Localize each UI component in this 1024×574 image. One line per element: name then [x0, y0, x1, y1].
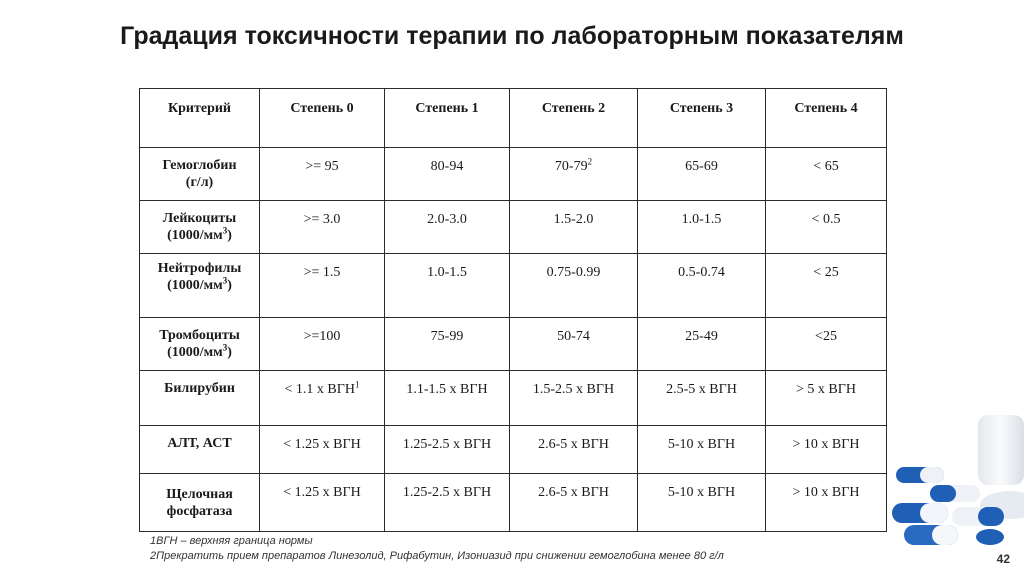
criterion-cell	[140, 474, 260, 532]
header-grade-1: Степень 1	[385, 89, 510, 148]
value-cell: 1.25-2.5 х ВГН	[385, 426, 510, 474]
value-cell: <25	[766, 318, 887, 371]
criterion-name: Нейтрофилы	[157, 261, 242, 276]
value-cell: 1.5-2.0	[510, 201, 638, 254]
value-cell: >=100	[260, 318, 385, 371]
value-cell: 1.5-2.5 х ВГН	[510, 371, 638, 426]
footnote-1: 1ВГН – верхняя граница нормы	[150, 535, 313, 547]
criterion-unit: (1000/мм	[167, 345, 223, 360]
criterion-unit: (1000/мм	[167, 278, 223, 293]
page-title: Градация токсичности терапии по лабораторным показателям	[120, 22, 904, 50]
table-row	[140, 254, 887, 318]
value-cell: 1.0-1.5	[638, 201, 766, 254]
header-grade-3: Степень 3	[638, 89, 766, 148]
table-row	[140, 371, 887, 426]
value-cell: 5-10 х ВГН	[638, 426, 766, 474]
footnote-marker: 2	[587, 156, 593, 167]
capsule-pill	[904, 525, 958, 545]
criterion-unit: (г/л)	[185, 175, 214, 190]
toxicity-table	[139, 88, 886, 532]
value-text: < 1.1 х ВГН	[284, 382, 355, 397]
table-header-row	[140, 89, 887, 148]
value-cell: >= 3.0	[260, 201, 385, 254]
value-cell	[260, 371, 385, 426]
value-cell: 0.75-0.99	[510, 254, 638, 318]
value-cell: < 65	[766, 148, 887, 201]
capsule-pill	[892, 503, 948, 523]
criterion-unit: фосфатаза	[166, 503, 233, 519]
table-row	[140, 474, 887, 532]
criterion-cell	[140, 426, 260, 474]
table-row	[140, 148, 887, 201]
value-cell: < 0.5	[766, 201, 887, 254]
pills-illustration	[890, 415, 1024, 545]
criterion-name: АЛТ, АСТ	[167, 436, 232, 451]
criterion-cell	[140, 318, 260, 371]
footnote-2: 2Прекратить прием препаратов Линезолид, Рифабутин, Изониазид при снижении гемоглобина менее 80 г/л	[150, 550, 724, 562]
header-grade-4: Степень 4	[766, 89, 887, 148]
unit-close: )	[227, 228, 232, 243]
value-cell: 1.0-1.5	[385, 254, 510, 318]
capsule-pill	[896, 467, 944, 483]
value-text: 70-79	[554, 159, 588, 174]
footnotes	[150, 534, 724, 564]
criterion-unit: (1000/мм	[167, 228, 223, 243]
unit-close: )	[227, 345, 232, 360]
value-cell: 75-99	[385, 318, 510, 371]
criterion-name: Тромбоциты	[159, 328, 240, 343]
value-cell: > 10 х ВГН	[766, 474, 887, 532]
page-number: 42	[996, 552, 1010, 566]
value-cell: 1.1-1.5 х ВГН	[385, 371, 510, 426]
value-cell: > 5 х ВГН	[766, 371, 887, 426]
value-cell: < 1.25 х ВГН	[260, 426, 385, 474]
header-grade-0: Степень 0	[260, 89, 385, 148]
criterion-cell	[140, 148, 260, 201]
value-cell	[510, 148, 638, 201]
criterion-cell	[140, 201, 260, 254]
value-cell: 5-10 х ВГН	[638, 474, 766, 532]
toxicity-grade-table	[139, 88, 887, 532]
value-cell: 80-94	[385, 148, 510, 201]
criterion-name: Билирубин	[164, 381, 235, 396]
capsule-pill	[952, 507, 1004, 526]
value-cell: 2.0-3.0	[385, 201, 510, 254]
criterion-name: Лейкоциты	[162, 211, 237, 226]
criterion-cell	[140, 371, 260, 426]
table-row	[140, 426, 887, 474]
unit-superscript: 3	[222, 225, 228, 236]
value-cell: < 25	[766, 254, 887, 318]
value-cell: < 1.25 х ВГН	[260, 474, 385, 532]
value-cell: 2.6-5 х ВГН	[510, 474, 638, 532]
criterion-name: Щелочная	[166, 486, 233, 502]
value-cell: > 10 х ВГН	[766, 426, 887, 474]
value-cell: 65-69	[638, 148, 766, 201]
value-cell: >= 95	[260, 148, 385, 201]
footnote-marker: 1	[354, 379, 360, 390]
header-grade-2: Степень 2	[510, 89, 638, 148]
table-row	[140, 318, 887, 371]
criterion-cell	[140, 254, 260, 318]
bottle-shape	[978, 415, 1024, 485]
pill-tablet	[976, 529, 1004, 545]
value-cell: 0.5-0.74	[638, 254, 766, 318]
unit-close: )	[227, 278, 232, 293]
value-cell: 2.6-5 х ВГН	[510, 426, 638, 474]
value-cell: 2.5-5 х ВГН	[638, 371, 766, 426]
pills-image	[890, 415, 1024, 545]
unit-superscript: 3	[222, 342, 228, 353]
capsule-pill	[930, 485, 980, 502]
value-cell: >= 1.5	[260, 254, 385, 318]
value-cell: 25-49	[638, 318, 766, 371]
value-cell: 1.25-2.5 х ВГН	[385, 474, 510, 532]
value-cell: 50-74	[510, 318, 638, 371]
criterion-name: Гемоглобин	[162, 158, 237, 173]
unit-superscript: 3	[222, 275, 228, 286]
header-criterion: Критерий	[140, 89, 260, 148]
table-row	[140, 201, 887, 254]
